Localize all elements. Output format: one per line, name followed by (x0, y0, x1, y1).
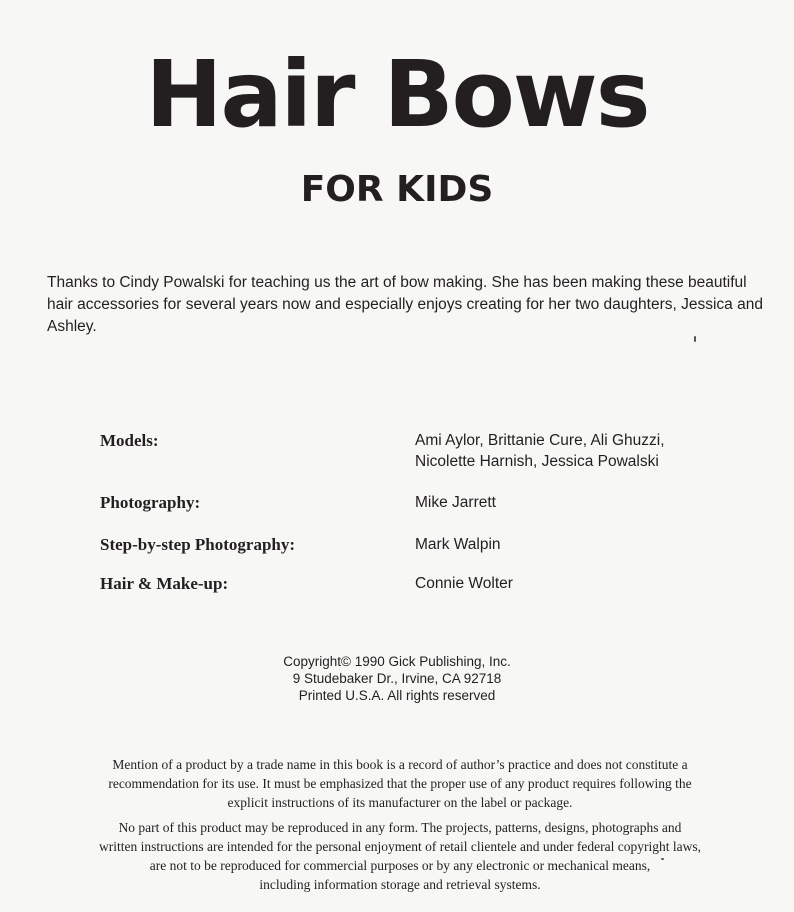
trade-name-disclaimer (50, 755, 750, 812)
credit-value-line: Mike Jarrett (415, 494, 496, 511)
notice-line: including information storage and retrieval systems. (259, 877, 541, 892)
credit-value (415, 492, 745, 513)
credit-value-line: Connie Wolter (415, 575, 513, 592)
reproduction-notice (50, 818, 750, 894)
notice-line: No part of this product may be reproduced in any form. The projects, patterns, designs, photographs and (118, 820, 682, 835)
credit-label: Models: (100, 431, 159, 450)
credit-value (415, 573, 745, 594)
notice-line: are not to be reproduced for commercial purposes or by any electronic or mechanical means, (149, 858, 651, 873)
address-line: 9 Studebaker Dr., Irvine, CA 92718 (292, 671, 502, 686)
paper-speck (661, 858, 664, 860)
credit-value (415, 430, 745, 472)
copyright-line: Copyright© 1990 Gick Publishing, Inc. (283, 654, 511, 669)
credit-value (415, 534, 745, 555)
rights-line: Printed U.S.A. All rights reserved (298, 688, 496, 703)
notice-line: explicit instructions of its manufacturer on the label or package. (227, 795, 573, 810)
acknowledgement-paragraph: Thanks to Cindy Powalski for teaching us the art of bow making. She has been making these beautiful hair accessories for several years now and especially enjoys creating for her two daughters, Jessica and Ashley. (47, 274, 763, 335)
page-subtitle: FOR KIDS (300, 169, 494, 210)
page-title: Hair Bows (145, 41, 649, 148)
credit-value-line: Mark Walpin (415, 536, 501, 553)
credit-label: Hair & Make-up: (100, 574, 229, 593)
notice-line: written instructions are intended for the personal enjoyment of retail clientele and under federal copyright laws, (98, 839, 702, 854)
credit-label: Photography: (100, 493, 201, 512)
copyright-block (0, 653, 794, 704)
credit-value-line: Ami Aylor, Brittanie Cure, Ali Ghuzzi, (415, 432, 665, 449)
credit-label: Step-by-step Photography: (100, 535, 296, 554)
notice-line: Mention of a product by a trade name in this book is a record of author’s practice and does not constitute a (112, 757, 688, 772)
paper-speck (694, 336, 696, 342)
credit-value-line: Nicolette Harnish, Jessica Powalski (415, 453, 659, 470)
notice-line: recommendation for its use. It must be emphasized that the proper use of any product requires following the (108, 776, 692, 791)
